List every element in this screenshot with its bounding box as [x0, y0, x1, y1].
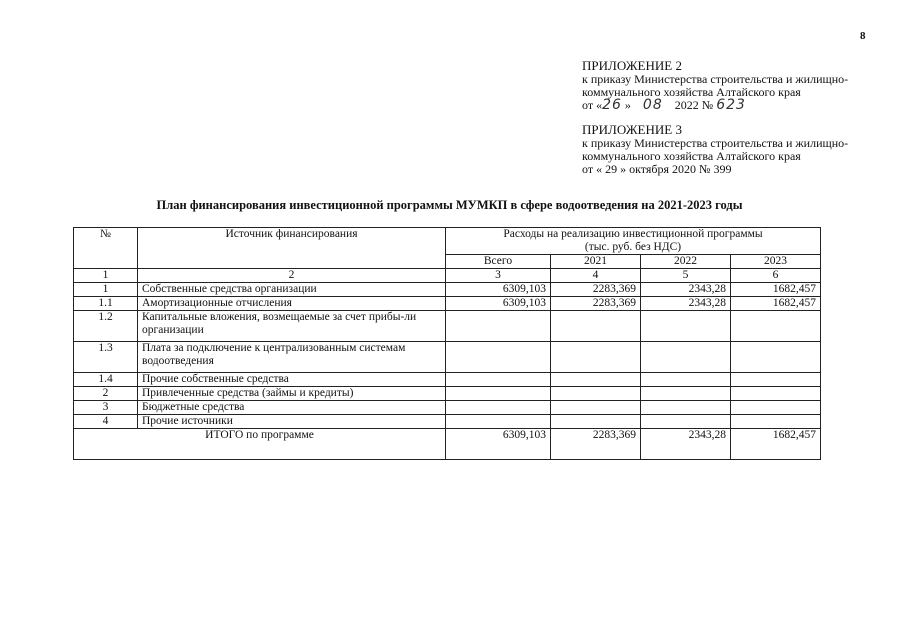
row-total: [446, 401, 551, 415]
row-2021: 2283,369: [551, 297, 641, 311]
handwritten-order-number: 623: [716, 97, 746, 113]
row-2022: [641, 387, 731, 401]
header-source: Источник финансирования: [138, 228, 446, 269]
row-number: 1.2: [74, 311, 138, 342]
row-source: Собственные средства организации: [138, 283, 446, 297]
appendix-2-line2: коммунального хозяйства Алтайского края: [582, 85, 801, 99]
col-number: 2: [138, 269, 446, 283]
appendix-3-title: ПРИЛОЖЕНИЕ 3: [582, 122, 682, 137]
table-header-row: [74, 228, 821, 255]
row-2022: [641, 373, 731, 387]
table-row: [74, 373, 821, 387]
year-number-label: 2022 №: [674, 98, 714, 112]
header-2022: 2022: [641, 255, 731, 269]
appendix-2-date-line: [582, 99, 848, 112]
row-2021: [551, 401, 641, 415]
row-2021: [551, 373, 641, 387]
row-2021: 2283,369: [551, 283, 641, 297]
appendix-3-line2: коммунального хозяйства Алтайского края: [582, 149, 801, 163]
header-number: №: [74, 228, 138, 269]
row-source: Амортизационные отчисления: [138, 297, 446, 311]
header-total: Всего: [446, 255, 551, 269]
row-total: [446, 342, 551, 373]
total-2021: 2283,369: [551, 429, 641, 460]
row-2022: [641, 311, 731, 342]
col-number: 4: [551, 269, 641, 283]
header-2021: 2021: [551, 255, 641, 269]
row-2021: [551, 311, 641, 342]
header-expenses: [446, 228, 821, 255]
row-2023: [731, 415, 821, 429]
total-all: 6309,103: [446, 429, 551, 460]
row-source: Привлеченные средства (займы и кредиты): [138, 387, 446, 401]
row-source: Капитальные вложения, возмещаемые за счет прибы-ли организации: [138, 311, 446, 342]
row-2021: [551, 415, 641, 429]
col-number: 5: [641, 269, 731, 283]
row-source: Плата за подключение к централизованным системам водоотведения: [138, 342, 446, 373]
appendix-3-line1: к приказу Министерства строительства и жилищно-: [582, 136, 849, 150]
header-expenses-line2: (тыс. руб. без НДС): [584, 241, 682, 253]
row-2022: [641, 342, 731, 373]
total-row: [74, 429, 821, 460]
appendix-2-header: [582, 58, 848, 112]
appendix-3-header: [582, 122, 848, 176]
col-number: 6: [731, 269, 821, 283]
appendix-2-title: ПРИЛОЖЕНИЕ 2: [582, 58, 682, 73]
date-mid: »: [624, 98, 631, 112]
header-2023: 2023: [731, 255, 821, 269]
row-total: [446, 311, 551, 342]
table-row: [74, 415, 821, 429]
row-2023: 1682,457: [731, 297, 821, 311]
table-row: [74, 297, 821, 311]
date-prefix: от «: [582, 98, 603, 112]
row-total: 6309,103: [446, 297, 551, 311]
row-number: 1.4: [74, 373, 138, 387]
row-number: 3: [74, 401, 138, 415]
table-row: [74, 342, 821, 373]
table-row: [74, 401, 821, 415]
page-number: 8: [860, 30, 866, 42]
document-title: План финансирования инвестиционной программы МУМКП в сфере водоотведения на 2021-2023 годы: [156, 198, 743, 212]
row-total: [446, 415, 551, 429]
row-total: [446, 387, 551, 401]
total-2022: 2343,28: [641, 429, 731, 460]
total-label: ИТОГО по программе: [74, 429, 446, 460]
table-row: [74, 283, 821, 297]
row-number: 1.3: [74, 342, 138, 373]
row-total: 6309,103: [446, 283, 551, 297]
column-number-row: [74, 269, 821, 283]
appendix-3-date-line: от « 29 » октября 2020 № 399: [582, 162, 732, 176]
row-number: 1.1: [74, 297, 138, 311]
row-total: [446, 373, 551, 387]
row-number: 2: [74, 387, 138, 401]
row-source: Прочие источники: [138, 415, 446, 429]
table-row: [74, 311, 821, 342]
handwritten-day: 26: [602, 97, 622, 113]
row-number: 4: [74, 415, 138, 429]
appendix-2-line1: к приказу Министерства строительства и жилищно-: [582, 72, 849, 86]
row-2022: [641, 401, 731, 415]
row-2023: [731, 373, 821, 387]
row-source: Бюджетные средства: [138, 401, 446, 415]
row-2021: [551, 387, 641, 401]
col-number: 1: [74, 269, 138, 283]
row-2023: [731, 387, 821, 401]
row-2023: [731, 401, 821, 415]
col-number: 3: [446, 269, 551, 283]
row-number: 1: [74, 283, 138, 297]
row-2023: 1682,457: [731, 283, 821, 297]
row-2022: 2343,28: [641, 283, 731, 297]
table-row: [74, 387, 821, 401]
header-expenses-line1: Расходы на реализацию инвестиционной программы: [503, 228, 763, 240]
row-source: Прочие собственные средства: [138, 373, 446, 387]
row-2021: [551, 342, 641, 373]
row-2023: [731, 311, 821, 342]
row-2022: 2343,28: [641, 297, 731, 311]
financing-table: [73, 227, 821, 460]
row-2022: [641, 415, 731, 429]
handwritten-month: 08: [642, 97, 663, 113]
row-2023: [731, 342, 821, 373]
total-2023: 1682,457: [731, 429, 821, 460]
